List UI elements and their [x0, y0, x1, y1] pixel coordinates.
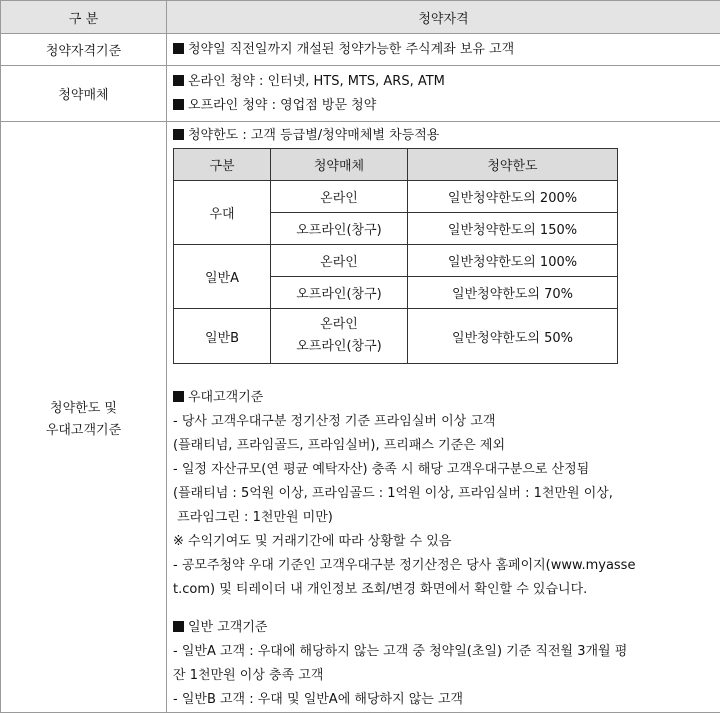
- preferred-line: - 일정 자산규모(연 평균 예탁자산) 충족 시 해당 고객우대구분으로 산정됨: [173, 458, 714, 482]
- limit-intro-text: 청약한도 : 고객 등급별/청약매체별 차등적용: [188, 128, 439, 143]
- limit-value: 일반청약한도의 100%: [408, 245, 618, 277]
- subtable-header-grade: 구분: [174, 149, 271, 181]
- limit-value: 일반청약한도의 200%: [408, 181, 618, 213]
- media-online: 온라인: [272, 314, 406, 336]
- general-section-title: 일반 고객기준: [188, 620, 267, 635]
- subtable-header-row: [174, 149, 618, 181]
- preferred-line: (플래티넘, 프라임골드, 프라임실버), 프리패스 기준은 제외: [173, 434, 714, 458]
- table-row: [174, 309, 618, 364]
- media-online-text: 온라인 청약 : 인터넷, HTS, MTS, ARS, ATM: [188, 74, 445, 89]
- media-offline-text: 오프라인 청약 : 영업점 방문 청약: [188, 98, 376, 113]
- bullet-square-icon: [173, 621, 184, 632]
- bullet-square-icon: [173, 129, 184, 140]
- preferred-line: 프라임그린 : 1천만원 미만): [173, 506, 714, 530]
- media-online: 온라인: [271, 245, 408, 277]
- table-header-row: [1, 1, 720, 34]
- media-row: [1, 66, 720, 122]
- preferred-note: ※ 수익기여도 및 거래기간에 따라 상황할 수 있음: [173, 530, 714, 554]
- limit-value: 일반청약한도의 70%: [408, 277, 618, 309]
- subtable-header-limit: 청약한도: [408, 149, 618, 181]
- bullet-square-icon: [173, 75, 184, 86]
- preferred-line: - 당사 고객우대구분 정기산정 기준 프라임실버 이상 고객: [173, 410, 714, 434]
- grade-general-b: 일반B: [174, 309, 271, 364]
- media-offline: 오프라인(창구): [271, 277, 408, 309]
- media-offline: 오프라인(창구): [272, 336, 406, 358]
- subtable-header-media: 청약매체: [271, 149, 408, 181]
- qualification-label: 청약자격기준: [1, 34, 167, 66]
- preferred-line: - 공모주청약 우대 기준인 고객우대구분 정기산정은 당사 홈페이지(www.myasse: [173, 554, 714, 578]
- bullet-square-icon: [173, 99, 184, 110]
- media-online: 온라인: [271, 181, 408, 213]
- preferred-line: (플래티넘 : 5억원 이상, 프라임골드 : 1억원 이상, 프라임실버 : 1천만원 이상,: [173, 482, 714, 506]
- grade-general-a: 일반A: [174, 245, 271, 309]
- general-line: - 일반A 고객 : 우대에 해당하지 않는 고객 중 청약일(초일) 기준 직전월 3개월 평: [173, 640, 714, 664]
- preferred-line: t.com) 및 티레이더 내 개인정보 조회/변경 화면에서 확인할 수 있습니다.: [173, 578, 714, 602]
- bullet-square-icon: [173, 391, 184, 402]
- qualification-text: 청약일 직전일까지 개설된 청약가능한 주식계좌 보유 고객: [188, 42, 514, 57]
- limit-subtable: [173, 148, 618, 364]
- limit-label-line2: 우대고객기준: [2, 420, 165, 442]
- limit-value: 일반청약한도의 150%: [408, 213, 618, 245]
- general-line: - 일반B 고객 : 우대 및 일반A에 해당하지 않는 고객: [173, 688, 714, 712]
- limit-value: 일반청약한도의 50%: [408, 309, 618, 364]
- header-category: 구 분: [1, 1, 167, 34]
- limit-row: [1, 122, 720, 713]
- table-row: [174, 181, 618, 213]
- bullet-square-icon: [173, 43, 184, 54]
- table-row: [174, 245, 618, 277]
- media-label: 청약매체: [1, 66, 167, 122]
- qualification-row: [1, 34, 720, 66]
- general-line: 잔 1천만원 이상 충족 고객: [173, 664, 714, 688]
- limit-label-line1: 청약한도 및: [2, 398, 165, 420]
- preferred-section-title: 우대고객기준: [188, 390, 263, 405]
- grade-preferred: 우대: [174, 181, 271, 245]
- header-eligibility: 청약자격: [167, 1, 720, 34]
- media-offline: 오프라인(창구): [271, 213, 408, 245]
